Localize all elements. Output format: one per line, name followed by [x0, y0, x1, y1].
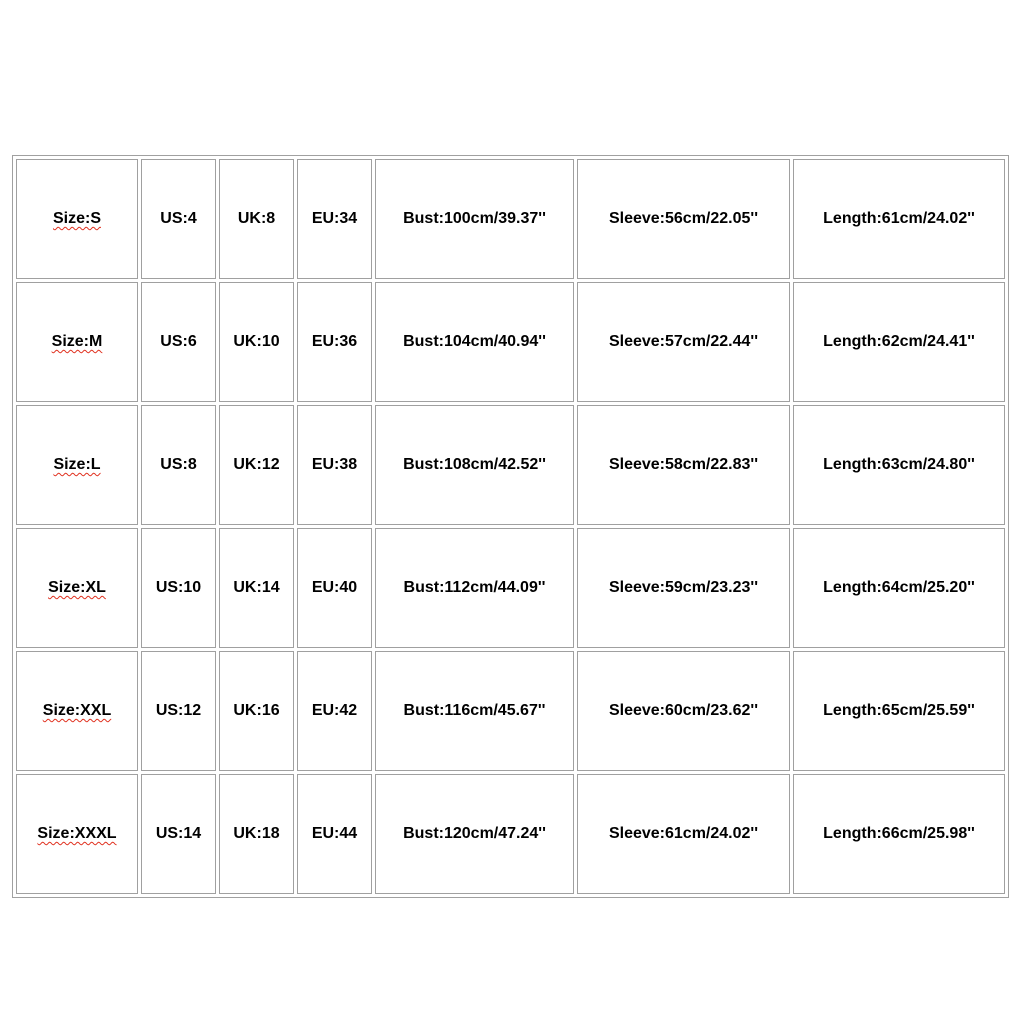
- size-cell: [16, 159, 138, 279]
- bust-cell: Bust:100cm/39.37'': [375, 159, 574, 279]
- us-size-cell: US:8: [141, 405, 216, 525]
- length-cell: Length:64cm/25.20'': [793, 528, 1005, 648]
- eu-size-cell: EU:40: [297, 528, 372, 648]
- length-cell: Length:63cm/24.80'': [793, 405, 1005, 525]
- size-label: Size:S: [52, 210, 101, 227]
- sleeve-cell: Sleeve:57cm/22.44'': [577, 282, 790, 402]
- length-cell: Length:65cm/25.59'': [793, 651, 1005, 771]
- us-size-cell: US:10: [141, 528, 216, 648]
- uk-size-cell: UK:16: [219, 651, 294, 771]
- length-cell: Length:61cm/24.02'': [793, 159, 1005, 279]
- bust-cell: Bust:112cm/44.09'': [375, 528, 574, 648]
- size-label: Size:XL: [48, 579, 106, 596]
- eu-size-cell: EU:38: [297, 405, 372, 525]
- eu-size-cell: EU:44: [297, 774, 372, 894]
- size-cell: [16, 528, 138, 648]
- us-size-cell: US:4: [141, 159, 216, 279]
- size-cell: [16, 282, 138, 402]
- table-row: [16, 282, 1005, 402]
- size-label: Size:XXL: [42, 702, 112, 719]
- length-cell: Length:66cm/25.98'': [793, 774, 1005, 894]
- length-cell: Length:62cm/24.41'': [793, 282, 1005, 402]
- size-cell: [16, 774, 138, 894]
- uk-size-cell: UK:8: [219, 159, 294, 279]
- sleeve-cell: Sleeve:56cm/22.05'': [577, 159, 790, 279]
- us-size-cell: US:14: [141, 774, 216, 894]
- size-label: Size:L: [53, 456, 101, 473]
- eu-size-cell: EU:36: [297, 282, 372, 402]
- uk-size-cell: UK:14: [219, 528, 294, 648]
- uk-size-cell: UK:12: [219, 405, 294, 525]
- uk-size-cell: UK:10: [219, 282, 294, 402]
- eu-size-cell: EU:34: [297, 159, 372, 279]
- bust-cell: Bust:108cm/42.52'': [375, 405, 574, 525]
- size-cell: [16, 405, 138, 525]
- bust-cell: Bust:120cm/47.24'': [375, 774, 574, 894]
- eu-size-cell: EU:42: [297, 651, 372, 771]
- table-row: [16, 159, 1005, 279]
- table-row: [16, 651, 1005, 771]
- sleeve-cell: Sleeve:59cm/23.23'': [577, 528, 790, 648]
- table-row: [16, 405, 1005, 525]
- size-chart-table: [12, 155, 1009, 898]
- bust-cell: Bust:104cm/40.94'': [375, 282, 574, 402]
- sleeve-cell: Sleeve:60cm/23.62'': [577, 651, 790, 771]
- bust-cell: Bust:116cm/45.67'': [375, 651, 574, 771]
- sleeve-cell: Sleeve:58cm/22.83'': [577, 405, 790, 525]
- table-row: [16, 774, 1005, 894]
- us-size-cell: US:12: [141, 651, 216, 771]
- sleeve-cell: Sleeve:61cm/24.02'': [577, 774, 790, 894]
- size-label: Size:M: [51, 333, 103, 350]
- size-label: Size:XXXL: [37, 825, 117, 842]
- size-cell: [16, 651, 138, 771]
- uk-size-cell: UK:18: [219, 774, 294, 894]
- table-row: [16, 528, 1005, 648]
- us-size-cell: US:6: [141, 282, 216, 402]
